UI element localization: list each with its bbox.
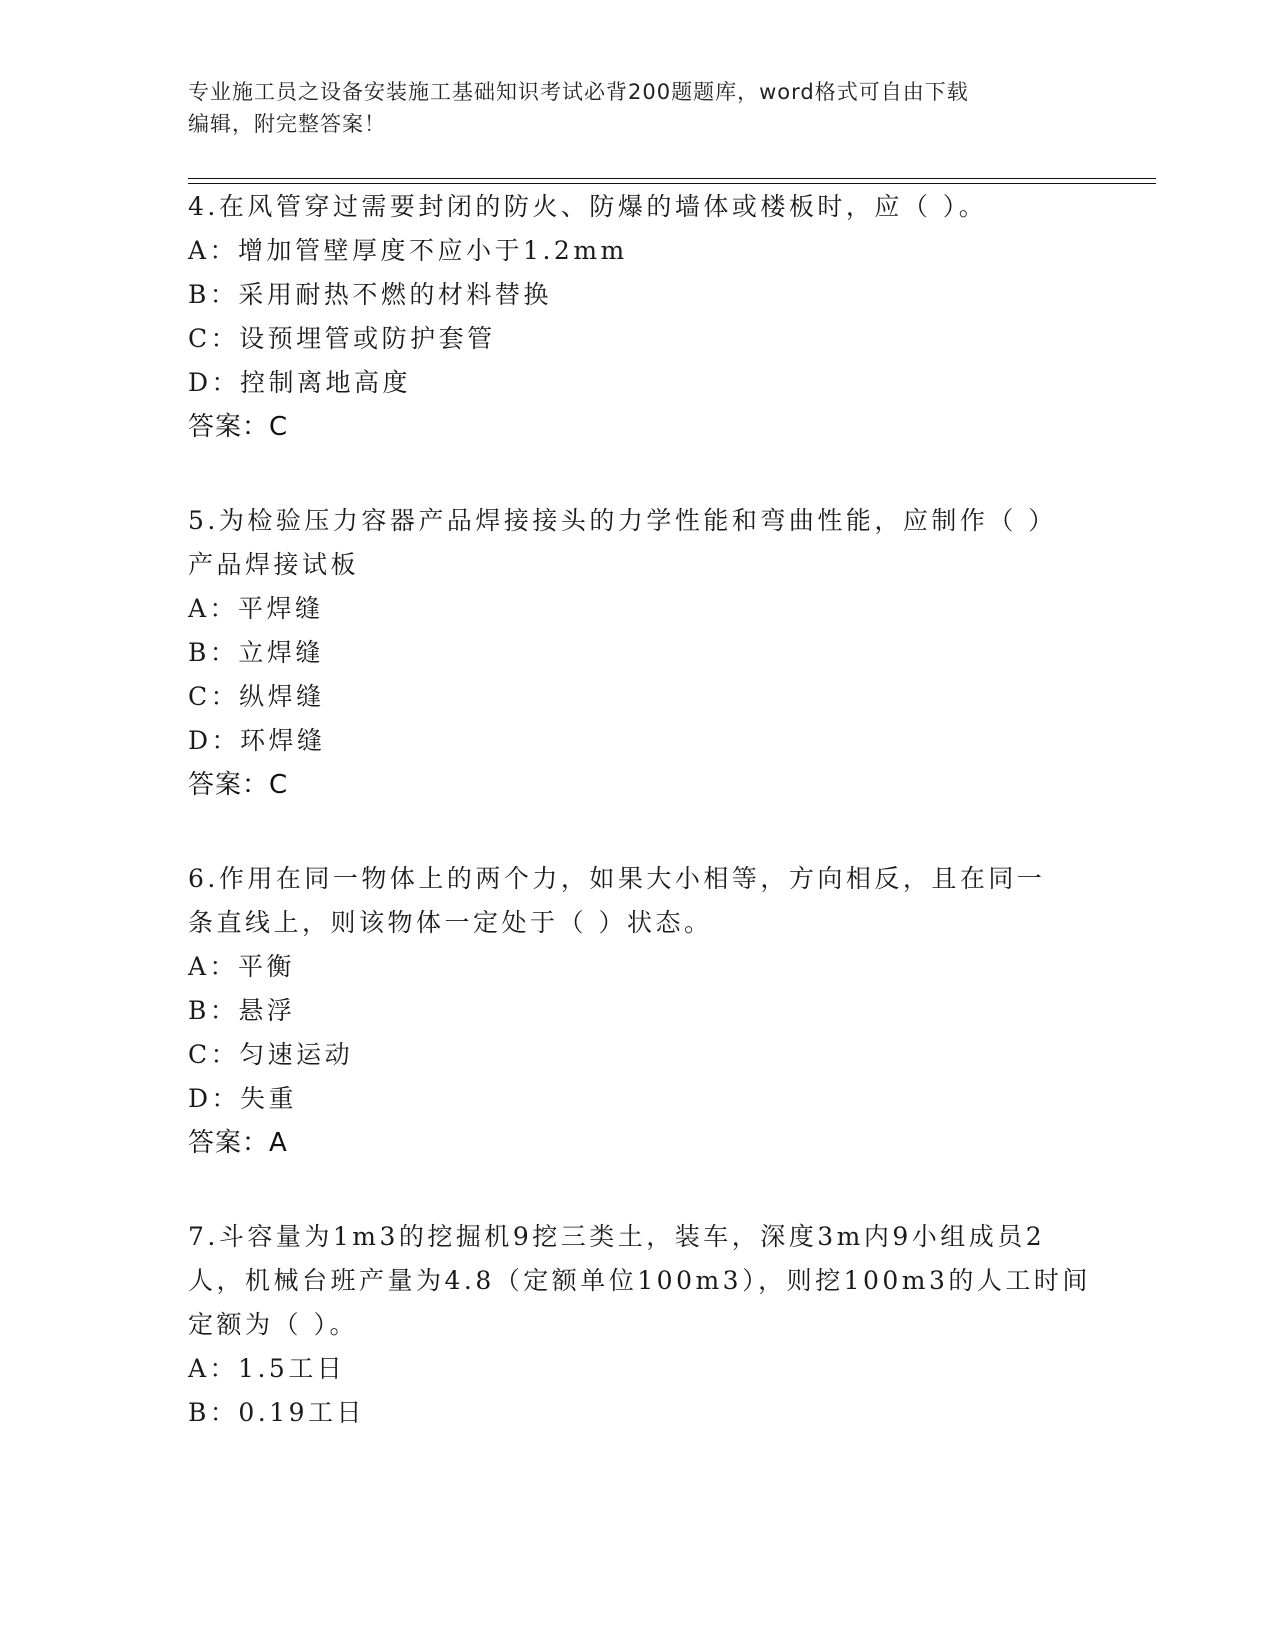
question-5-option-a: A：平焊缝 [188,594,324,623]
document-header [188,76,1068,140]
question-5-option-c: C：纵焊缝 [188,682,325,711]
question-4-answer: 答案：C [188,412,289,442]
question-4-option-b: B：采用耐热不燃的材料替换 [188,280,552,309]
question-5-option-d: D：环焊缝 [188,726,326,755]
header-divider-bottom [188,183,1156,184]
question-5-answer: 答案：C [188,770,289,800]
question-6-option-a: A：平衡 [188,952,296,981]
question-7-option-b: B：0.19工日 [188,1398,366,1427]
question-5-stem-line-1: 5.为检验压力容器产品焊接接头的力学性能和弯曲性能，应制作（ ） [188,506,1057,535]
question-4-option-d: D：控制离地高度 [188,368,412,397]
question-6-option-b: B：悬浮 [188,996,296,1025]
question-6-option-d: D：失重 [188,1084,298,1113]
question-4-stem: 4.在风管穿过需要封闭的防火、防爆的墙体或楼板时，应（ ）。 [188,192,988,221]
question-7-option-a: A：1.5工日 [188,1354,346,1383]
header-divider-top [188,178,1156,179]
question-6-option-c: C：匀速运动 [188,1040,354,1069]
question-4-option-c: C：设预埋管或防护套管 [188,324,496,353]
question-5-option-b: B：立焊缝 [188,638,324,667]
question-6-stem-line-2: 条直线上，则该物体一定处于（ ）状态。 [188,908,713,937]
question-5-stem-line-2: 产品焊接试板 [188,550,360,579]
question-6-stem-line-1: 6.作用在同一物体上的两个力，如果大小相等，方向相反，且在同一 [188,864,1046,893]
question-6-answer: 答案：A [188,1128,288,1158]
question-4-option-a: A：增加管壁厚度不应小于1.2mm [188,236,628,265]
question-7-stem-line-2: 人，机械台班产量为4.8（定额单位100m3），则挖100m3的人工时间 [188,1266,1091,1295]
question-7-stem-line-1: 7.斗容量为1m3的挖掘机9挖三类土，装车，深度3m内9小组成员2 [188,1222,1046,1251]
header-line-2: 编辑，附完整答案！ [188,112,386,136]
header-line-1: 专业施工员之设备安装施工基础知识考试必背200题题库，word格式可自由下载 [188,80,969,104]
question-7-stem-line-3: 定额为（ ）。 [188,1310,358,1339]
